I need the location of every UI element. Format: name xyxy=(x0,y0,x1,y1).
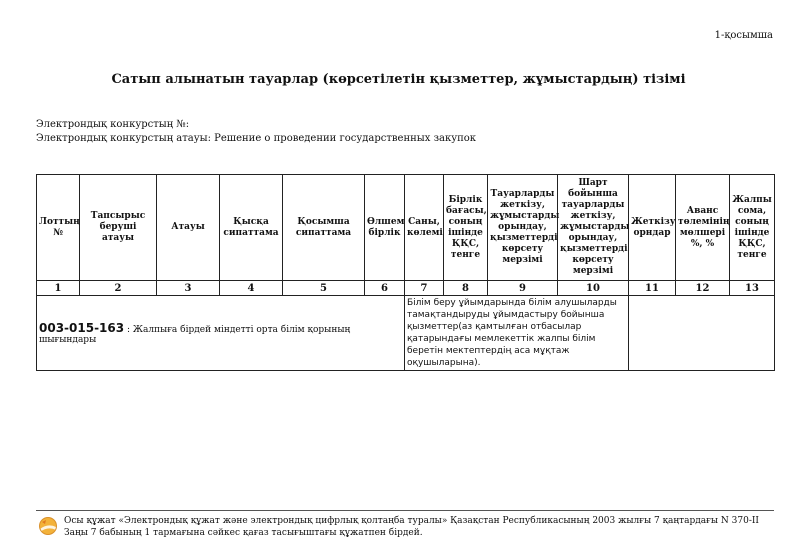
col-header: Аванс төлемінің мөлшері %, % xyxy=(676,175,730,281)
column-number: 12 xyxy=(676,281,730,296)
column-number: 1 xyxy=(37,281,80,296)
col-header: Бірлік бағасы, соның ішінде ҚҚС, тенге xyxy=(444,175,488,281)
footer-divider xyxy=(36,510,774,511)
col-header: Қосымша сипаттама xyxy=(283,175,365,281)
col-header: Атауы xyxy=(157,175,220,281)
column-number: 13 xyxy=(730,281,775,296)
column-number: 11 xyxy=(629,281,676,296)
column-number: 7 xyxy=(405,281,444,296)
col-header: Тауарларды жеткізу, жұмыстарды орындау, қызметтерді көрсету мерзімі xyxy=(488,175,558,281)
col-header: Жалпы сома, соның ішінде ҚҚС, тенге xyxy=(730,175,775,281)
lot-code: 003-015-163 xyxy=(39,321,125,335)
header-row xyxy=(37,175,775,281)
column-number: 6 xyxy=(365,281,405,296)
column-number-row xyxy=(37,281,775,296)
lot-name: : Жалпыға бірдей міндетті орта білім қорының шығындары xyxy=(39,325,351,345)
col-header: Лоттың № xyxy=(37,175,80,281)
col-header: Қысқа сипаттама xyxy=(220,175,283,281)
col-header: Саны, көлемі xyxy=(405,175,444,281)
column-number: 8 xyxy=(444,281,488,296)
contest-number-label: Электрондық конкурстың №: xyxy=(36,119,190,130)
column-number: 5 xyxy=(283,281,365,296)
column-number: 10 xyxy=(558,281,629,296)
col-header: Өлшем бірлік xyxy=(365,175,405,281)
col-header: Тапсырыс беруші атауы xyxy=(80,175,157,281)
column-number: 3 xyxy=(157,281,220,296)
lot-description: Білім беру ұйымдарында білім алушыларды тамақтандыруды ұйымдастыру бойынша қызметтер(аз қамтылған отбасылар қатарындағы мемлекеттік жалпы білім беретін мектептердің аса мұқтаж оқушыларына). xyxy=(405,296,629,371)
lot-empty-cell xyxy=(629,296,775,371)
contest-name-label: Электрондық конкурстың атауы: Решение о проведении государственных закупок xyxy=(36,133,477,144)
column-number: 2 xyxy=(80,281,157,296)
page-title: Сатып алынатын тауарлар (көрсетілетін қызметтер, жұмыстардың) тізімі xyxy=(111,72,686,87)
lot-row xyxy=(37,296,775,371)
goods-table xyxy=(36,174,775,371)
lot-cell xyxy=(37,296,405,371)
col-header: Шарт бойынша тауарларды жеткізу, жұмыстарды орындау, қызметтерді көрсету мерзімі xyxy=(558,175,629,281)
sun-seal-icon xyxy=(38,516,58,536)
column-number: 4 xyxy=(220,281,283,296)
column-number: 9 xyxy=(488,281,558,296)
footer-legal-note: Осы құжат «Электрондық құжат және электрондық цифрлық қолтаңба туралы» Қазақстан Республикасының 2003 жылғы 7 қаңтардағы N 370-II Заңы 7 бабының 1 тармағына сәйкес қағаз тасығыштағы құжатпен бірдей. xyxy=(64,516,759,538)
col-header: Жеткізу орндар xyxy=(629,175,676,281)
annex-label: 1-қосымша xyxy=(714,30,773,41)
